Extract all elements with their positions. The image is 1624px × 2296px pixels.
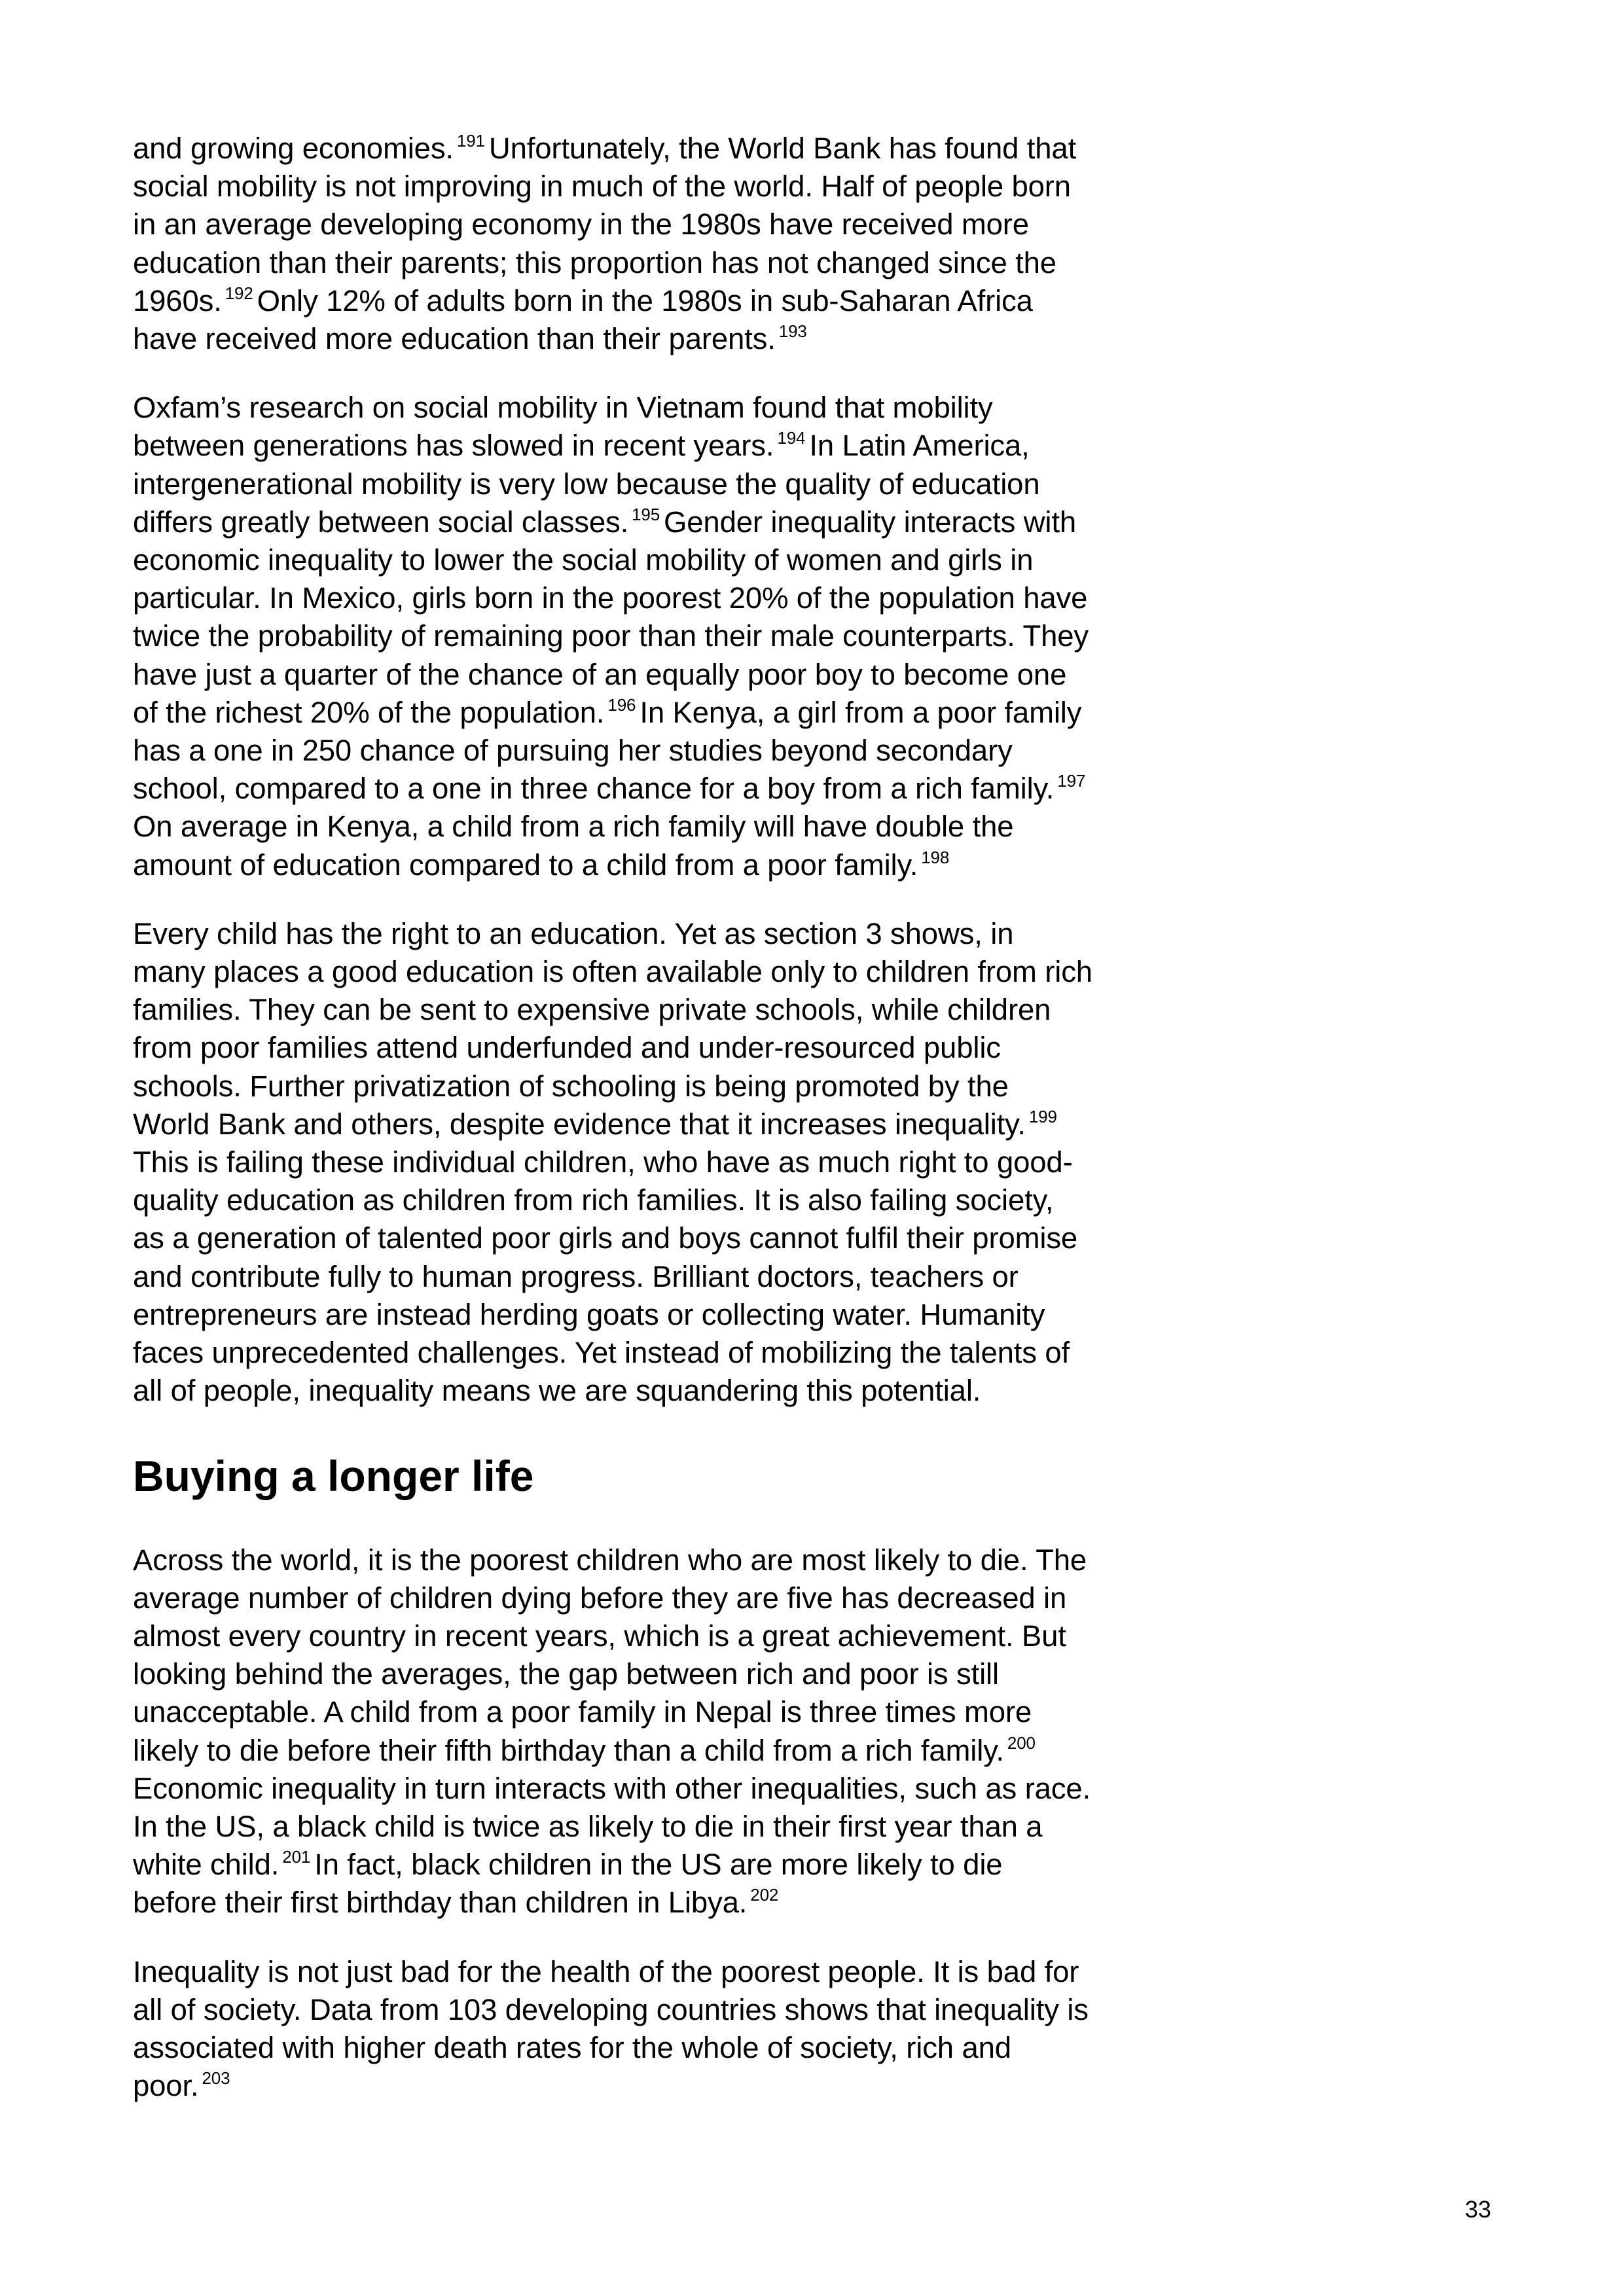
footnote-reference: 199 (1028, 1106, 1057, 1126)
text-line (133, 846, 1128, 884)
text-line (133, 1770, 1128, 1808)
footnote-reference: 193 (778, 321, 807, 342)
text-run: white child. (133, 1848, 280, 1882)
text-run: before their first birthday than children in Libya. (133, 1886, 748, 1920)
footnote-reference: 197 (1057, 771, 1086, 791)
text-line (133, 130, 1128, 168)
text-line (133, 1953, 1128, 1991)
text-line (133, 1655, 1128, 1693)
text-run: particular. In Mexico, girls born in the poorest 20% of the population have (133, 581, 1088, 615)
text-line (133, 2067, 1128, 2105)
text-line (133, 1617, 1128, 1655)
text-line (133, 1846, 1128, 1884)
text-line (133, 282, 1128, 320)
text-run: In Latin America, (809, 429, 1030, 463)
text-line (133, 1105, 1128, 1143)
text-line (133, 1541, 1128, 1579)
page-number: 33 (1465, 2196, 1492, 2223)
text-run: from poor families attend underfunded and under-resourced public (133, 1031, 1001, 1065)
text-line (133, 1219, 1128, 1257)
text-run: amount of education compared to a child from a poor family. (133, 848, 918, 882)
text-line (133, 770, 1128, 808)
text-run: 1960s. (133, 283, 222, 317)
text-run: have received more education than their parents. (133, 322, 776, 356)
text-line (133, 465, 1128, 503)
footnote-reference: 202 (750, 1885, 779, 1905)
text-line (133, 1258, 1128, 1296)
paragraph (133, 1541, 1128, 1922)
text-line (133, 206, 1128, 243)
text-run: education than their parents; this proportion has not changed since the (133, 245, 1056, 279)
footnote-reference: 203 (202, 2068, 230, 2089)
text-run: has a one in 250 chance of pursuing her studies beyond secondary (133, 734, 1013, 768)
text-line (133, 953, 1128, 991)
text-line (133, 427, 1128, 465)
text-line (133, 1884, 1128, 1922)
text-run: many places a good education is often available only to children from rich (133, 955, 1092, 989)
text-line (133, 1296, 1128, 1334)
text-line (133, 1067, 1128, 1105)
footnote-reference: 198 (921, 847, 950, 867)
text-line (133, 915, 1128, 953)
footnote-reference: 191 (456, 131, 485, 151)
text-line (133, 1143, 1128, 1181)
text-run: of the richest 20% of the population. (133, 695, 605, 729)
text-run: In the US, a black child is twice as likely to die in their first year than a (133, 1809, 1043, 1843)
text-line (133, 808, 1128, 846)
text-run: schools. Further privatization of schooling is being promoted by the (133, 1069, 1009, 1103)
text-run: Only 12% of adults born in the 1980s in sub-Saharan Africa (257, 283, 1033, 317)
text-line (133, 579, 1128, 617)
text-line (133, 1732, 1128, 1770)
section-paragraphs (133, 1541, 1128, 2106)
text-run: families. They can be sent to expensive private schools, while children (133, 993, 1051, 1027)
footnote-reference: 192 (225, 283, 253, 303)
paragraph (133, 130, 1128, 358)
footnote-reference: 195 (632, 504, 660, 524)
text-line (133, 732, 1128, 770)
text-run: Unfortunately, the World Bank has found that (488, 132, 1077, 165)
text-run: Inequality is not just bad for the health of the poorest people. It is bad for (133, 1954, 1079, 1988)
text-line (133, 503, 1128, 541)
text-run: in an average developing economy in the 1980s have received more (133, 207, 1029, 242)
text-line (133, 1181, 1128, 1219)
text-line (133, 1693, 1128, 1731)
text-run: looking behind the averages, the gap between rich and poor is still (133, 1657, 999, 1691)
text-line (133, 2029, 1128, 2067)
text-run: and contribute fully to human progress. Brilliant doctors, teachers or (133, 1259, 1019, 1293)
paragraph (133, 389, 1128, 884)
text-run: World Bank and others, despite evidence that it increases inequality. (133, 1107, 1026, 1141)
text-run: economic inequality to lower the social mobility of women and girls in (133, 543, 1034, 577)
text-run: have just a quarter of the chance of an equally poor boy to become one (133, 657, 1067, 691)
text-run: Economic inequality in turn interacts with other inequalities, such as race. (133, 1771, 1091, 1805)
text-run: average number of children dying before they are five has decreased in (133, 1581, 1067, 1615)
text-line (133, 168, 1128, 206)
text-run: intergenerational mobility is very low because the quality of education (133, 467, 1040, 501)
text-run: school, compared to a one in three chance for a boy from a rich family. (133, 772, 1055, 806)
text-line (133, 991, 1128, 1029)
text-run: likely to die before their fifth birthday than a child from a rich family. (133, 1733, 1004, 1767)
text-line (133, 656, 1128, 694)
text-run: On average in Kenya, a child from a rich family will have double the (133, 810, 1014, 844)
footnote-reference: 201 (282, 1847, 311, 1867)
footnote-reference: 196 (607, 694, 636, 715)
text-run: Oxfam’s research on social mobility in Vietnam found that mobility (133, 391, 993, 425)
text-line (133, 1991, 1128, 2029)
text-run: quality education as children from rich families. It is also failing society, (133, 1183, 1054, 1217)
text-line (133, 1334, 1128, 1372)
text-run: faces unprecedented challenges. Yet instead of mobilizing the talents of (133, 1336, 1070, 1370)
section-heading: Buying a longer life (133, 1451, 534, 1500)
text-run: social mobility is not improving in much of the world. Half of people born (133, 170, 1071, 204)
text-line (133, 320, 1128, 358)
text-line (133, 1579, 1128, 1617)
text-line (133, 694, 1128, 732)
text-run: poor. (133, 2069, 199, 2103)
text-column (133, 130, 1128, 2105)
paragraph (133, 1953, 1128, 2106)
text-line (133, 244, 1128, 282)
text-run: and growing economies. (133, 132, 454, 165)
text-run: unacceptable. A child from a poor family in Nepal is three times more (133, 1695, 1032, 1729)
text-run: between generations has slowed in recent years. (133, 429, 774, 463)
text-run: all of people, inequality means we are squandering this potential. (133, 1374, 981, 1408)
text-run: entrepreneurs are instead herding goats or collecting water. Humanity (133, 1297, 1045, 1331)
text-run: as a generation of talented poor girls and boys cannot fulfil their promise (133, 1221, 1078, 1255)
footnote-reference: 200 (1007, 1732, 1036, 1753)
text-run: almost every country in recent years, which is a great achievement. But (133, 1619, 1066, 1653)
text-run: associated with higher death rates for the whole of society, rich and (133, 2030, 1011, 2064)
intro-paragraphs (133, 130, 1128, 1410)
text-run: all of society. Data from 103 developing countries shows that inequality is (133, 1992, 1089, 2026)
text-run: In fact, black children in the US are more likely to die (314, 1848, 1003, 1882)
text-line (133, 389, 1128, 427)
footnote-reference: 194 (777, 428, 806, 448)
text-run: differs greatly between social classes. (133, 505, 629, 539)
text-line (133, 1372, 1128, 1410)
text-line (133, 1808, 1128, 1846)
text-run: Across the world, it is the poorest children who are most likely to die. The (133, 1543, 1087, 1577)
text-line (133, 617, 1128, 655)
text-run: twice the probability of remaining poor than their male counterparts. They (133, 619, 1089, 653)
paragraph (133, 915, 1128, 1410)
text-line (133, 1029, 1128, 1067)
text-run: Every child has the right to an education. Yet as section 3 shows, in (133, 916, 1014, 950)
text-run: In Kenya, a girl from a poor family (640, 695, 1082, 729)
text-run: This is failing these individual children, who have as much right to good- (133, 1145, 1073, 1179)
text-run: Gender inequality interacts with (664, 505, 1077, 539)
text-line (133, 541, 1128, 579)
